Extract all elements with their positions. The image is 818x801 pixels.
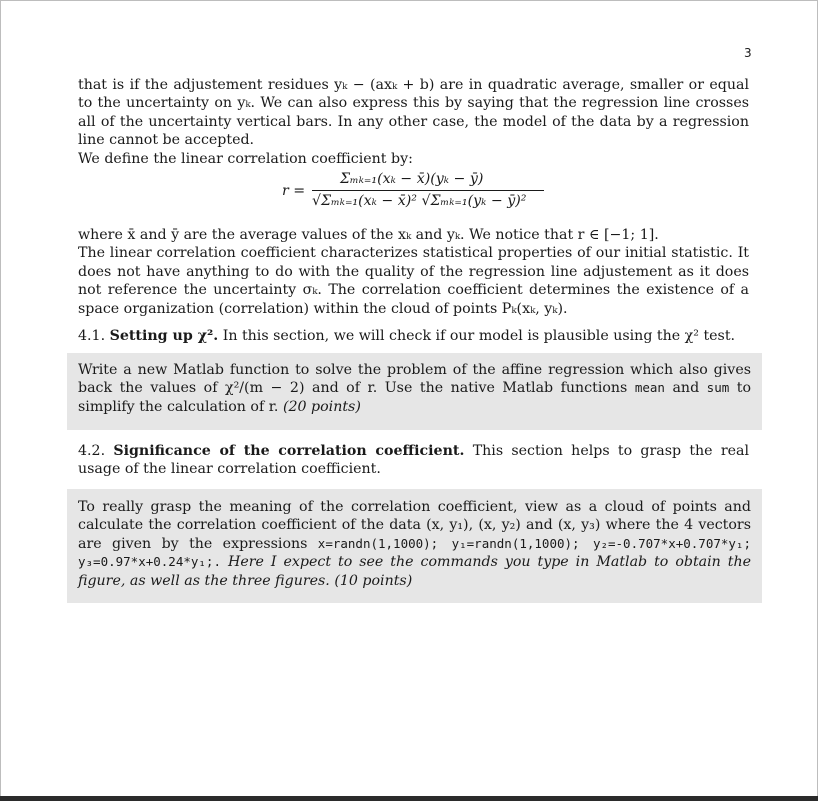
paragraph-characterizes: The linear correlation coefficient characterizes statistical properties of our initial statistic. It does not have anything to do with the quality of the regression line adjustement as it does not reference the uncertainty σₖ. The correlation coefficient determines the existence of a space organization (correlation) within the cloud of points Pₖ(xₖ, yₖ). xyxy=(78,245,749,317)
section-4-1-text: In this section, we will check if our model is plausible using the χ² test. xyxy=(222,328,736,345)
section-4-2-number: 4.2. xyxy=(78,443,106,459)
box1-points: (20 points) xyxy=(282,398,361,415)
paragraph-residues: that is if the adjustement residues yₖ − (axₖ + b) are in quadratic average, smaller or equal to the uncertainty on yₖ. We can also express this by saying that the regression line crosses all of the uncertainty vertical bars. In any other case, the model of the data by a regression line cannot be accepted. xyxy=(78,77,749,149)
box1-text: Write a new Matlab function to solve the problem of the affine regression which also gives back the values of χ²/(m − 2) and of r. Use the native Matlab functions xyxy=(78,362,751,397)
fraction-bar xyxy=(312,190,544,191)
body-text xyxy=(78,76,749,345)
exercise-box-1 xyxy=(67,353,762,430)
section-4-1-number: 4.1. xyxy=(78,328,106,345)
page-number: 3 xyxy=(744,46,752,60)
paragraph-averages: where x̄ and ȳ are the average values of the xₖ and yₖ. We notice that r ∈ [−1; 1]. xyxy=(78,227,659,244)
formula-lhs: r = xyxy=(282,183,306,200)
section-4-1 xyxy=(78,327,749,345)
section-4-1-title: Setting up χ². xyxy=(109,328,219,345)
formula-numerator: Σₘₖ₌₁(xₖ − x̄)(yₖ − ȳ) xyxy=(340,171,484,188)
code-mean: mean xyxy=(634,380,665,396)
bottom-bar xyxy=(0,796,818,801)
paragraph-define: We define the linear correlation coefficient by: xyxy=(78,150,413,167)
box1-tail: to simplify the calculation of r. xyxy=(78,380,752,415)
box1-and: and xyxy=(672,380,700,397)
section-4-2-title: Significance of the correlation coefficient. xyxy=(113,443,465,459)
box2-text: To really grasp the meaning of the correlation coefficient, view as a cloud of points and calculate the correlation coefficient of the data (x, y₁), (x, y₂) and (x, y₃) where the 4 vectors are given by the expressions xyxy=(78,499,751,552)
correlation-formula xyxy=(78,170,749,226)
section-4-2 xyxy=(78,442,749,479)
box2-code: x=randn(1,1000); y₁=randn(1,1000); y₂=-0.707*x+0.707*y₁; y₃=0.97*x+0.24*y₁;. xyxy=(78,535,751,570)
box2-italic: Here I expect to see the commands you type in Matlab to obtain the figure, as well as the three figures. (10 points) xyxy=(78,554,751,589)
exercise-box-2 xyxy=(67,489,762,603)
formula-denominator: √Σₘₖ₌₁(xₖ − x̄)² √Σₘₖ₌₁(yₖ − ȳ)² xyxy=(312,193,527,210)
code-sum: sum xyxy=(706,380,730,396)
section-4-2-text: This section helps to grasp the real usage of the linear correlation coefficient. xyxy=(78,443,750,478)
